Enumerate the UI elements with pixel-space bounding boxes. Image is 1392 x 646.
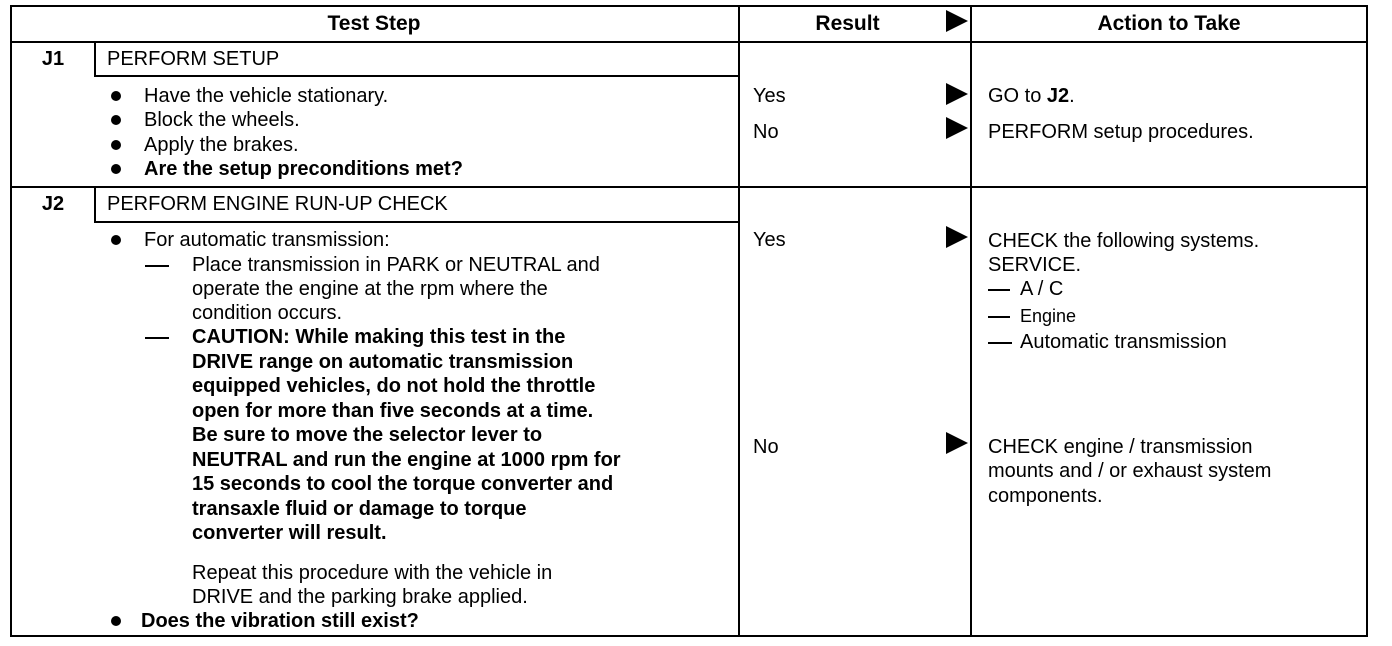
j1-action-yes-prefix: GO to (988, 85, 1042, 107)
bullet-icon (111, 91, 121, 101)
j2-title-bottom (94, 221, 739, 223)
j1-title: PERFORM SETUP (107, 48, 280, 70)
step-id-j1: J1 (41, 48, 65, 70)
j2-action-no-line-3: components. (988, 485, 1103, 507)
arrow-right-icon (946, 226, 968, 248)
j1-action-yes-target: J2 (1046, 85, 1070, 107)
j1-result-no: No (753, 121, 779, 143)
j1-action-yes-suffix: . (1069, 85, 1075, 107)
j2-caution-line-3: equipped vehicles, do not hold the throttle (192, 375, 596, 397)
header-test-step: Test Step (327, 12, 421, 35)
j2-action-list-item (988, 330, 1227, 354)
j2-sub1-line-3: condition occurs. (192, 302, 343, 324)
j2-caution-line-6: NEUTRAL and run the engine at 1000 rpm for (192, 449, 621, 471)
j2-action-list-label: Automatic transmission (1020, 331, 1227, 353)
arrow-right-icon (946, 432, 968, 454)
step-separator (10, 186, 1368, 188)
table-left-border (10, 5, 12, 637)
j2-action-list-item (988, 304, 1076, 328)
j2-caution-line-7: 15 seconds to cool the torque converter and (192, 473, 614, 495)
j2-caution-line-2: DRIVE range on automatic transmission (192, 351, 574, 373)
j2-action-list-label: Engine (1020, 306, 1077, 326)
j2-sub1-line-2: operate the engine at the rpm where the (192, 278, 548, 300)
j1-result-yes: Yes (753, 85, 786, 107)
table-right-border (1366, 5, 1368, 637)
j2-caution-line-4: open for more than five seconds at a time. (192, 400, 594, 422)
header-bottom-border (10, 41, 1368, 43)
bullet-icon (111, 616, 121, 626)
header-result: Result (815, 12, 880, 35)
header-arrow-icon (946, 10, 968, 32)
dash-icon (988, 289, 1010, 291)
bullet-icon (111, 115, 121, 125)
header-action: Action to Take (1097, 12, 1241, 35)
step-id-j2: J2 (41, 193, 65, 215)
arrow-right-icon (946, 117, 968, 139)
table-top-border (10, 5, 1368, 7)
j2-action-list-label: A / C (1020, 278, 1064, 300)
result-column-divider (970, 5, 972, 637)
arrow-right-icon (946, 83, 968, 105)
j1-action-yes (988, 84, 1075, 108)
j2-title: PERFORM ENGINE RUN-UP CHECK (107, 193, 448, 215)
j2-caution-line-5: Be sure to move the selector lever to (192, 424, 543, 446)
j1-id-divider (94, 41, 96, 76)
j2-repeat-line-1: Repeat this procedure with the vehicle in (192, 562, 553, 584)
table-bottom-border (10, 635, 1368, 637)
bullet-icon (111, 164, 121, 174)
j2-repeat-line-2: DRIVE and the parking brake applied. (192, 586, 528, 608)
dash-icon (988, 316, 1010, 318)
j2-bullet-1: For automatic transmission: (144, 229, 390, 251)
j2-result-yes: Yes (753, 229, 786, 251)
j2-caution-line-8: transaxle fluid or damage to torque (192, 498, 527, 520)
j2-action-no-line-2: mounts and / or exhaust system (988, 460, 1272, 482)
dash-icon (145, 337, 169, 339)
j2-result-no: No (753, 436, 779, 458)
j2-action-list-item (988, 277, 1063, 301)
j2-sub1-line-1: Place transmission in PARK or NEUTRAL and (192, 254, 600, 276)
j1-question: Are the setup preconditions met? (144, 158, 463, 180)
j2-caution-line-1: CAUTION: While making this test in the (192, 326, 566, 348)
j1-action-no: PERFORM setup procedures. (988, 121, 1254, 143)
dash-icon (988, 342, 1012, 344)
j2-id-divider (94, 186, 96, 222)
j1-title-bottom (94, 75, 739, 77)
j2-action-yes-line-2: SERVICE. (988, 254, 1081, 276)
j1-bullet-3: Apply the brakes. (144, 134, 299, 156)
j2-caution-line-9: converter will result. (192, 522, 387, 544)
j1-bullet-1: Have the vehicle stationary. (144, 85, 389, 107)
bullet-icon (111, 140, 121, 150)
step-column-divider (738, 5, 740, 637)
j2-question: Does the vibration still exist? (141, 610, 419, 632)
bullet-icon (111, 235, 121, 245)
j1-bullet-2: Block the wheels. (144, 109, 300, 131)
j2-action-yes-line-1: CHECK the following systems. (988, 230, 1260, 252)
j2-action-no-line-1: CHECK engine / transmission (988, 436, 1253, 458)
dash-icon (145, 265, 169, 267)
